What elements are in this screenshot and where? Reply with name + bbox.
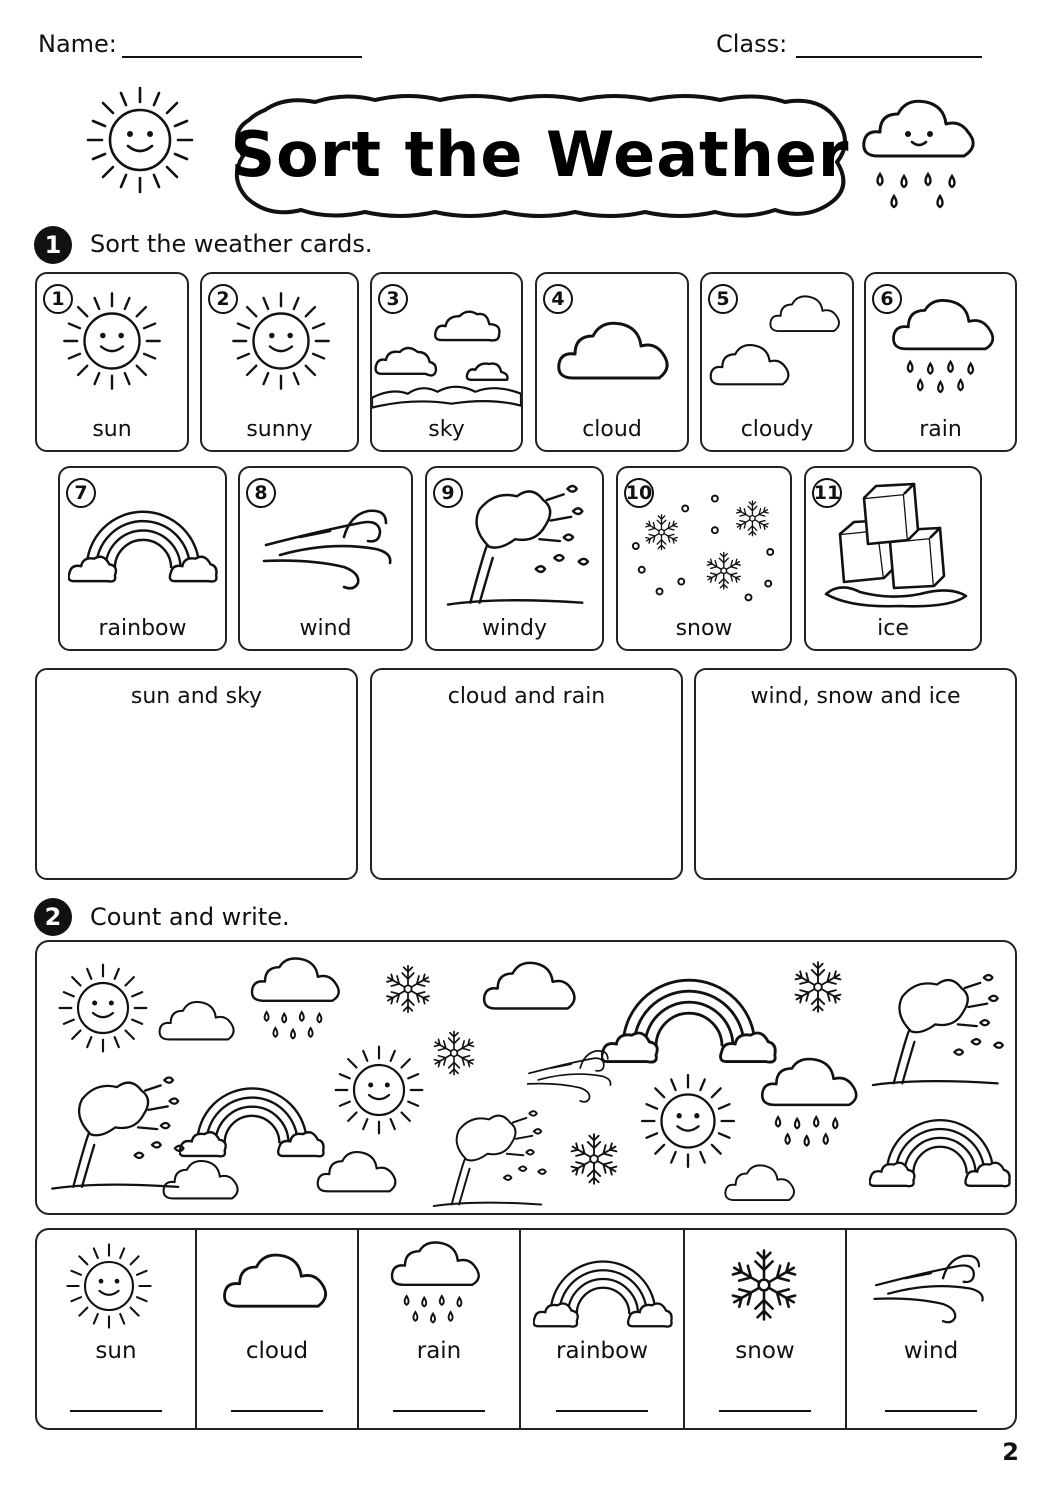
class-write-line[interactable] (796, 56, 982, 58)
tally-cell-sun (37, 1230, 197, 1428)
section-1-number: 1 (34, 226, 72, 264)
weather-card-rainbow[interactable] (58, 466, 227, 651)
rain-icon (359, 1230, 519, 1334)
sort-box-heading: wind, snow and ice (750, 684, 961, 709)
rainbow-icon (521, 1230, 685, 1334)
tally-cell-rainbow (521, 1230, 685, 1428)
scene-rainbow-icon (180, 1088, 324, 1156)
name-write-line[interactable] (122, 56, 362, 58)
sort-box-sun-and-sky[interactable] (35, 668, 358, 880)
card-number: 10 (624, 478, 654, 508)
tally-word: sun (95, 1338, 137, 1364)
card-number: 11 (812, 478, 842, 508)
sort-box-wind-snow-ice[interactable] (694, 668, 1017, 880)
weather-card-sunny[interactable] (200, 272, 359, 452)
scene-sun-icon (642, 1075, 734, 1167)
scene-wind-icon (528, 1051, 611, 1102)
tally-answer-line[interactable] (556, 1410, 648, 1412)
card-word: cloudy (740, 417, 814, 442)
tally-cell-snow (685, 1230, 847, 1428)
scene-rainbow-icon (870, 1120, 1010, 1186)
card-number: 7 (66, 478, 96, 508)
card-number: 2 (208, 284, 238, 314)
card-word: sun (92, 417, 132, 442)
scene-illustration (37, 942, 1015, 1213)
scene-windy-tree-icon (434, 1111, 546, 1206)
tally-cell-cloud (197, 1230, 359, 1428)
scene-rainbow-icon (602, 980, 776, 1062)
section-2-instruction: Count and write. (90, 903, 290, 931)
card-word: ice (877, 616, 909, 641)
scene-snowflake-icon (385, 966, 431, 1012)
card-number: 8 (246, 478, 276, 508)
card-number: 1 (43, 284, 73, 314)
weather-card-wind[interactable] (238, 466, 413, 651)
wind-icon (847, 1230, 1015, 1334)
snowflake-icon (685, 1230, 845, 1334)
weather-card-windy[interactable] (425, 466, 604, 651)
page-number: 2 (1002, 1438, 1019, 1466)
rain-cloud-decoration-icon (858, 96, 988, 216)
card-number: 4 (543, 284, 573, 314)
card-word: rainbow (98, 616, 187, 641)
card-number: 5 (708, 284, 738, 314)
tally-word: rain (416, 1338, 462, 1364)
counting-scene (35, 940, 1017, 1215)
card-number: 3 (378, 284, 408, 314)
name-label: Name: (38, 30, 117, 58)
sort-box-heading: sun and sky (130, 684, 263, 709)
scene-cloud-icon (484, 963, 574, 1009)
weather-card-sky[interactable] (370, 272, 523, 452)
tally-word: snow (735, 1338, 795, 1364)
sun-decoration-icon (72, 80, 208, 200)
card-word: cloud (582, 417, 642, 442)
tally-word: cloud (245, 1338, 309, 1364)
scene-cloud-icon (160, 1002, 234, 1039)
scene-cloud-icon (725, 1165, 794, 1200)
card-word: sunny (246, 417, 313, 442)
page-title: Sort the Weather (230, 117, 850, 191)
tally-cell-rain (359, 1230, 521, 1428)
weather-card-ice[interactable] (804, 466, 982, 651)
card-word: rain (919, 417, 962, 442)
scene-cloud-icon (164, 1161, 238, 1198)
card-number: 9 (433, 478, 463, 508)
weather-card-snow[interactable] (616, 466, 792, 651)
card-word: snow (675, 616, 733, 641)
scene-windy-tree-icon (52, 1078, 183, 1189)
scene-snowflake-icon (569, 1134, 618, 1184)
weather-card-sun[interactable] (35, 272, 189, 452)
scene-sun-icon (336, 1047, 423, 1134)
scene-snowflake-icon (793, 962, 842, 1012)
scene-rain-icon (252, 958, 339, 1038)
scene-windy-tree-icon (873, 975, 1003, 1085)
tally-answer-line[interactable] (231, 1410, 323, 1412)
scene-cloud-icon (318, 1152, 396, 1191)
tally-word: wind (903, 1338, 959, 1364)
card-number: 6 (872, 284, 902, 314)
cloud-icon (197, 1230, 357, 1334)
tally-word: rainbow (556, 1338, 648, 1364)
sort-box-heading: cloud and rain (447, 684, 606, 709)
card-word: windy (481, 616, 548, 641)
section-2-number: 2 (34, 898, 72, 936)
tally-answer-line[interactable] (393, 1410, 485, 1412)
tally-answer-line[interactable] (885, 1410, 977, 1412)
tally-cell-wind (847, 1230, 1015, 1428)
scene-snowflake-icon (433, 1031, 476, 1074)
sun-icon (37, 1230, 197, 1334)
scene-rain-icon (762, 1059, 856, 1146)
tally-answer-line[interactable] (70, 1410, 162, 1412)
scene-sun-icon (60, 965, 147, 1052)
card-word: sky (428, 417, 465, 442)
tally-table (35, 1228, 1017, 1430)
section-1-instruction: Sort the weather cards. (90, 230, 373, 258)
weather-card-cloudy[interactable] (700, 272, 854, 452)
weather-card-rain[interactable] (864, 272, 1017, 452)
weather-card-cloud[interactable] (535, 272, 689, 452)
card-word: wind (299, 616, 352, 641)
tally-answer-line[interactable] (719, 1410, 811, 1412)
class-label: Class: (716, 30, 788, 58)
sort-box-cloud-and-rain[interactable] (370, 668, 683, 880)
title-banner (225, 92, 855, 222)
